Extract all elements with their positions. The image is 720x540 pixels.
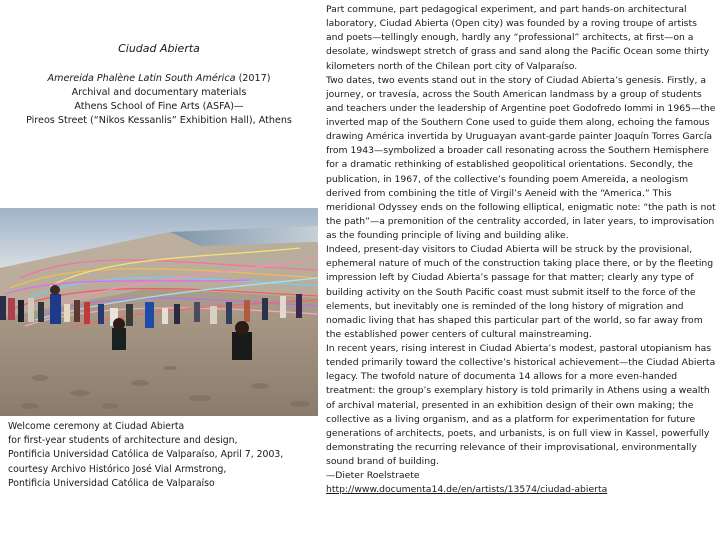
essay-paragraph: In recent years, rising interest in Ciudad Abierta’s modest, pastoral utopianism has tended primarily toward the collective’s historical achievement—the Ciudad Abierta legacy. The twofold nature of documenta 14 allows for a more even-handed treatment: the group’s exemplary history is told primarily in Athens using a wealth of archival material, presented in an exhibition design of their own making; the collective as a living organism, and as a platform for experimentation for future generations of architects, poets, and urbanists, is on full view in Kassel, powerfully demonstrating the recurring relevance of their improvisational, environmentally sound brand of building. <box>326 343 716 467</box>
essay-paragraph: Part commune, part pedagogical experiment, and part hands-on architectural laboratory, Ciudad Abierta (Open city) was founded by a roving troupe of artists and poets—tellingly enough, hardly any “professional” architects, at first—on a desolate, windswept stretch of grass and sand along the Pacific Ocean some thirty kilometers north of the Chilean port city of Valparaíso. <box>326 4 710 72</box>
photo-caption <box>8 420 314 491</box>
caption-line: for first-year students of architecture and design, <box>8 435 238 447</box>
artwork-medium: Archival and documentary materials <box>71 87 247 98</box>
caption-line: Pontificia Universidad Católica de Valparaíso, April 7, 2003, <box>8 449 284 461</box>
artwork-line <box>0 72 318 86</box>
artwork-location: Pireos Street (“Nikos Kessanlis” Exhibition Hall), Athens <box>26 115 292 126</box>
essay-text <box>326 3 716 497</box>
caption-line: Pontificia Universidad Católica de Valparaíso <box>8 477 215 489</box>
essay-author: —Dieter Roelstraete <box>326 470 420 482</box>
artwork-info <box>0 42 318 128</box>
artwork-year: (2017) <box>235 73 271 84</box>
page-title: Ciudad Abierta <box>118 42 200 55</box>
artwork-title: Amereida Phalène Latin South América <box>47 73 236 84</box>
landscape-photo-icon <box>0 208 318 416</box>
caption-line: Welcome ceremony at Ciudad Abierta <box>8 421 185 432</box>
essay-paragraph: Indeed, present-day visitors to Ciudad Abierta will be struck by the provisional, ephemeral nature of much of the construction taking place there, or by the fleeting impression left by Ciudad Abierta’s passage for that matter; clearly any type of building activity on the South Pacific coast must submit itself to the force of the elements, but inevitably one is reminded of the long history of migration and nomadic living that has shaped this particular part of the world, so far away from the established power centers of cultural mainstreaming. <box>326 244 714 340</box>
caption-line: courtesy Archivo Histórico José Vial Armstrong, <box>8 463 227 475</box>
artwork-venue: Athens School of Fine Arts (ASFA)— <box>74 101 244 112</box>
essay-paragraph: Two dates, two events stand out in the story of Ciudad Abierta’s genesis. Firstly, a journey, or travesía, across the South American landmass by a group of students and teachers under the leadership of Argentine poet Godofredo Iommi in 1965—the inverted map of the Southern Cone used to guide them along, echoing the famous drawing América invertida by Uruguayan avant-garde painter Joaquín Torres García from 1943—symbolized a broader call resonating across the Southern Hemisphere for a dramatic rethinking of established geopolitical orientations. Secondly, the publication, in 1967, of the collective’s founding poem Amereida, a neologism derived from combining the title of Virgil’s Aeneid with the “America.” This meridional Odyssey ends on the following elliptical, enigmatic note: “the path is not the path”—a premonition of the centrality accorded, in later years, to improvisation as the founding principle of living and building alike. <box>326 74 716 241</box>
left-column <box>0 0 318 540</box>
documenta-link[interactable]: http://www.documenta14.de/en/artists/13574/ciudad-abierta <box>326 484 608 496</box>
